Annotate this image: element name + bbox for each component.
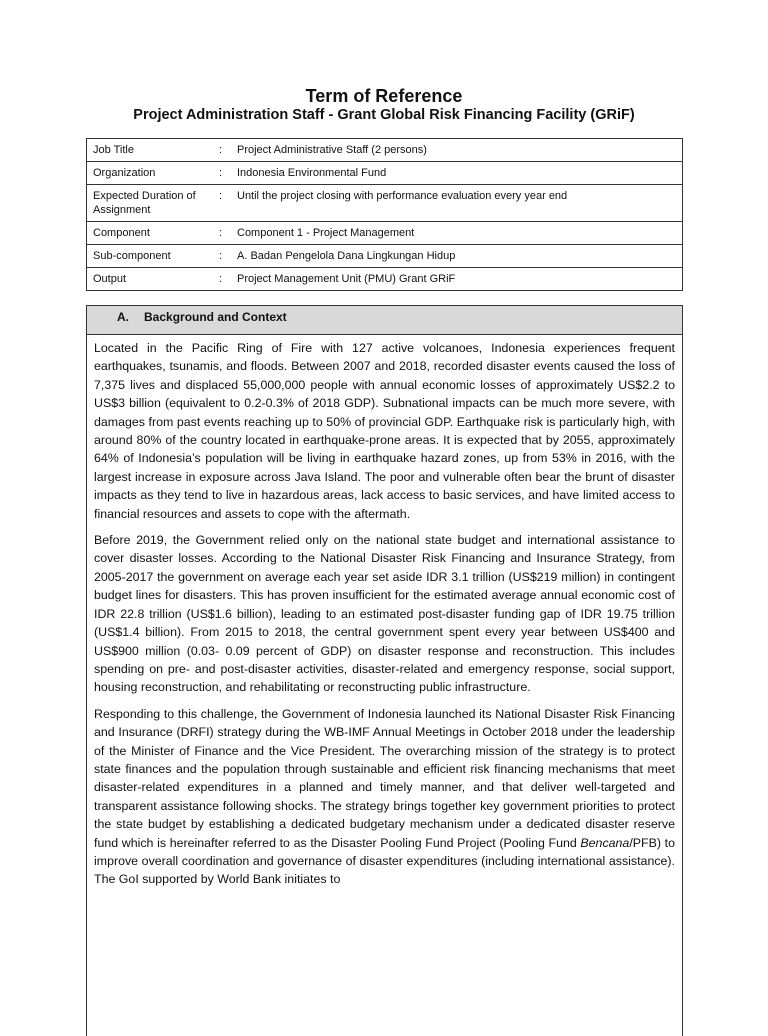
row-value: Until the project closing with performance evaluation every year end [231,185,683,222]
section-letter: A. [117,310,129,324]
italic-term: Bencana [580,835,630,850]
row-value: Indonesia Environmental Fund [231,162,683,185]
paragraph-text: Responding to this challenge, the Government of Indonesia launched its National Disaster Risk Financing and Insurance (DRFI) strategy during the WB-IMF Annual Meetings in October 2018 under the leadership of the Minister of Finance and the Vice President. The overarching mission of the strategy is to protect state finances and the population through sustainable and efficient risk financing mechanisms that meet disaster-related expenditures in a planned and timely manner, and that deliver well-targeted and transparent assistance following shocks. The strategy brings together key government priorities to protect the state budget by establishing a dedicated budgetary mechanism under a dedicated disaster reserve fund which is hereinafter referred to as the Disaster Pooling Fund Project (Pooling Fund [94,706,675,850]
table-row [87,139,683,162]
table-row [87,268,683,291]
row-value: Project Management Unit (PMU) Grant GRiF [231,268,683,291]
section-title: Background and Context [144,310,287,324]
row-value: Component 1 - Project Management [231,222,683,245]
row-label: Component [87,222,210,245]
row-value: Project Administrative Staff (2 persons) [231,139,683,162]
paragraph: Located in the Pacific Ring of Fire with 127 active volcanoes, Indonesia experiences frequent earthquakes, tsunamis, and floods. Between 2007 and 2018, recorded disaster events caused the loss of 7,375 lives and displaced 55,000,000 people with annual economic losses of approximately US$2.2 to US$3 billion (equivalent to 0.2-0.3% of 2018 GDP). Subnational impacts can be much more severe, with damages from past events reaching up to 50% of provincial GDP. Earthquake risk is particularly high, with around 80% of the country located in earthquake-prone areas. It is expected that by 2055, approximately 64% of Indonesia’s population will be living in earthquake hazard zones, up from 53% in 2016, with the largest increase in exposure across Java Island. The poor and vulnerable often bear the brunt of disaster impacts as they tend to live in hazardous areas, lack access to basic services, and have limited access to financial resources and assets to cope with the aftermath. [94,341,675,521]
table-row [87,222,683,245]
row-value: A. Badan Pengelola Dana Lingkungan Hidup [231,245,683,268]
table-row [87,162,683,185]
section-body [87,335,682,889]
row-separator: : [209,222,231,245]
table-row [87,185,683,222]
table-row [87,245,683,268]
row-separator: : [209,162,231,185]
row-separator: : [209,139,231,162]
row-label: Expected Duration of Assignment [87,185,210,222]
job-info-table [86,138,683,291]
row-separator: : [209,185,231,222]
paragraph [94,705,675,889]
row-separator: : [209,268,231,291]
row-label: Job Title [87,139,210,162]
row-label: Output [87,268,210,291]
paragraph: Before 2019, the Government relied only on the national state budget and international assistance to cover disaster losses. According to the National Disaster Risk Financing and Insurance Strategy, from 2005-2017 the government on average each year set aside IDR 3.1 trillion (US$219 million) in contingent budget lines for disasters. This has proven insufficient for the estimated average annual economic cost of IDR 22.8 trillion (US$1.6 billion), leading to an estimated post-disaster funding gap of IDR 19.75 trillion (US$1.4 billion). From 2015 to 2018, the central government spent every year between US$400 and US$900 million (0.03- 0.09 percent of GDP) on disaster response and reconstruction. This includes spending on pre- and post-disaster activities, disaster-related and emergency response, social support, housing reconstruction, and rehabilitating or reconstructing public infrastructure. [94,533,675,695]
document-title: Term of Reference [305,86,463,106]
paragraph-text: /PFB) to improve overall coordination and governance of disaster expenditures (including international assistance). The GoI supported by World Bank initiates to [94,835,675,887]
row-label: Organization [87,162,210,185]
row-label: Sub-component [87,245,210,268]
section-heading [87,306,682,335]
row-separator: : [209,245,231,268]
document-subtitle: Project Administration Staff - Grant Global Risk Financing Facility (GRiF) [133,107,635,123]
background-section [86,305,683,1036]
